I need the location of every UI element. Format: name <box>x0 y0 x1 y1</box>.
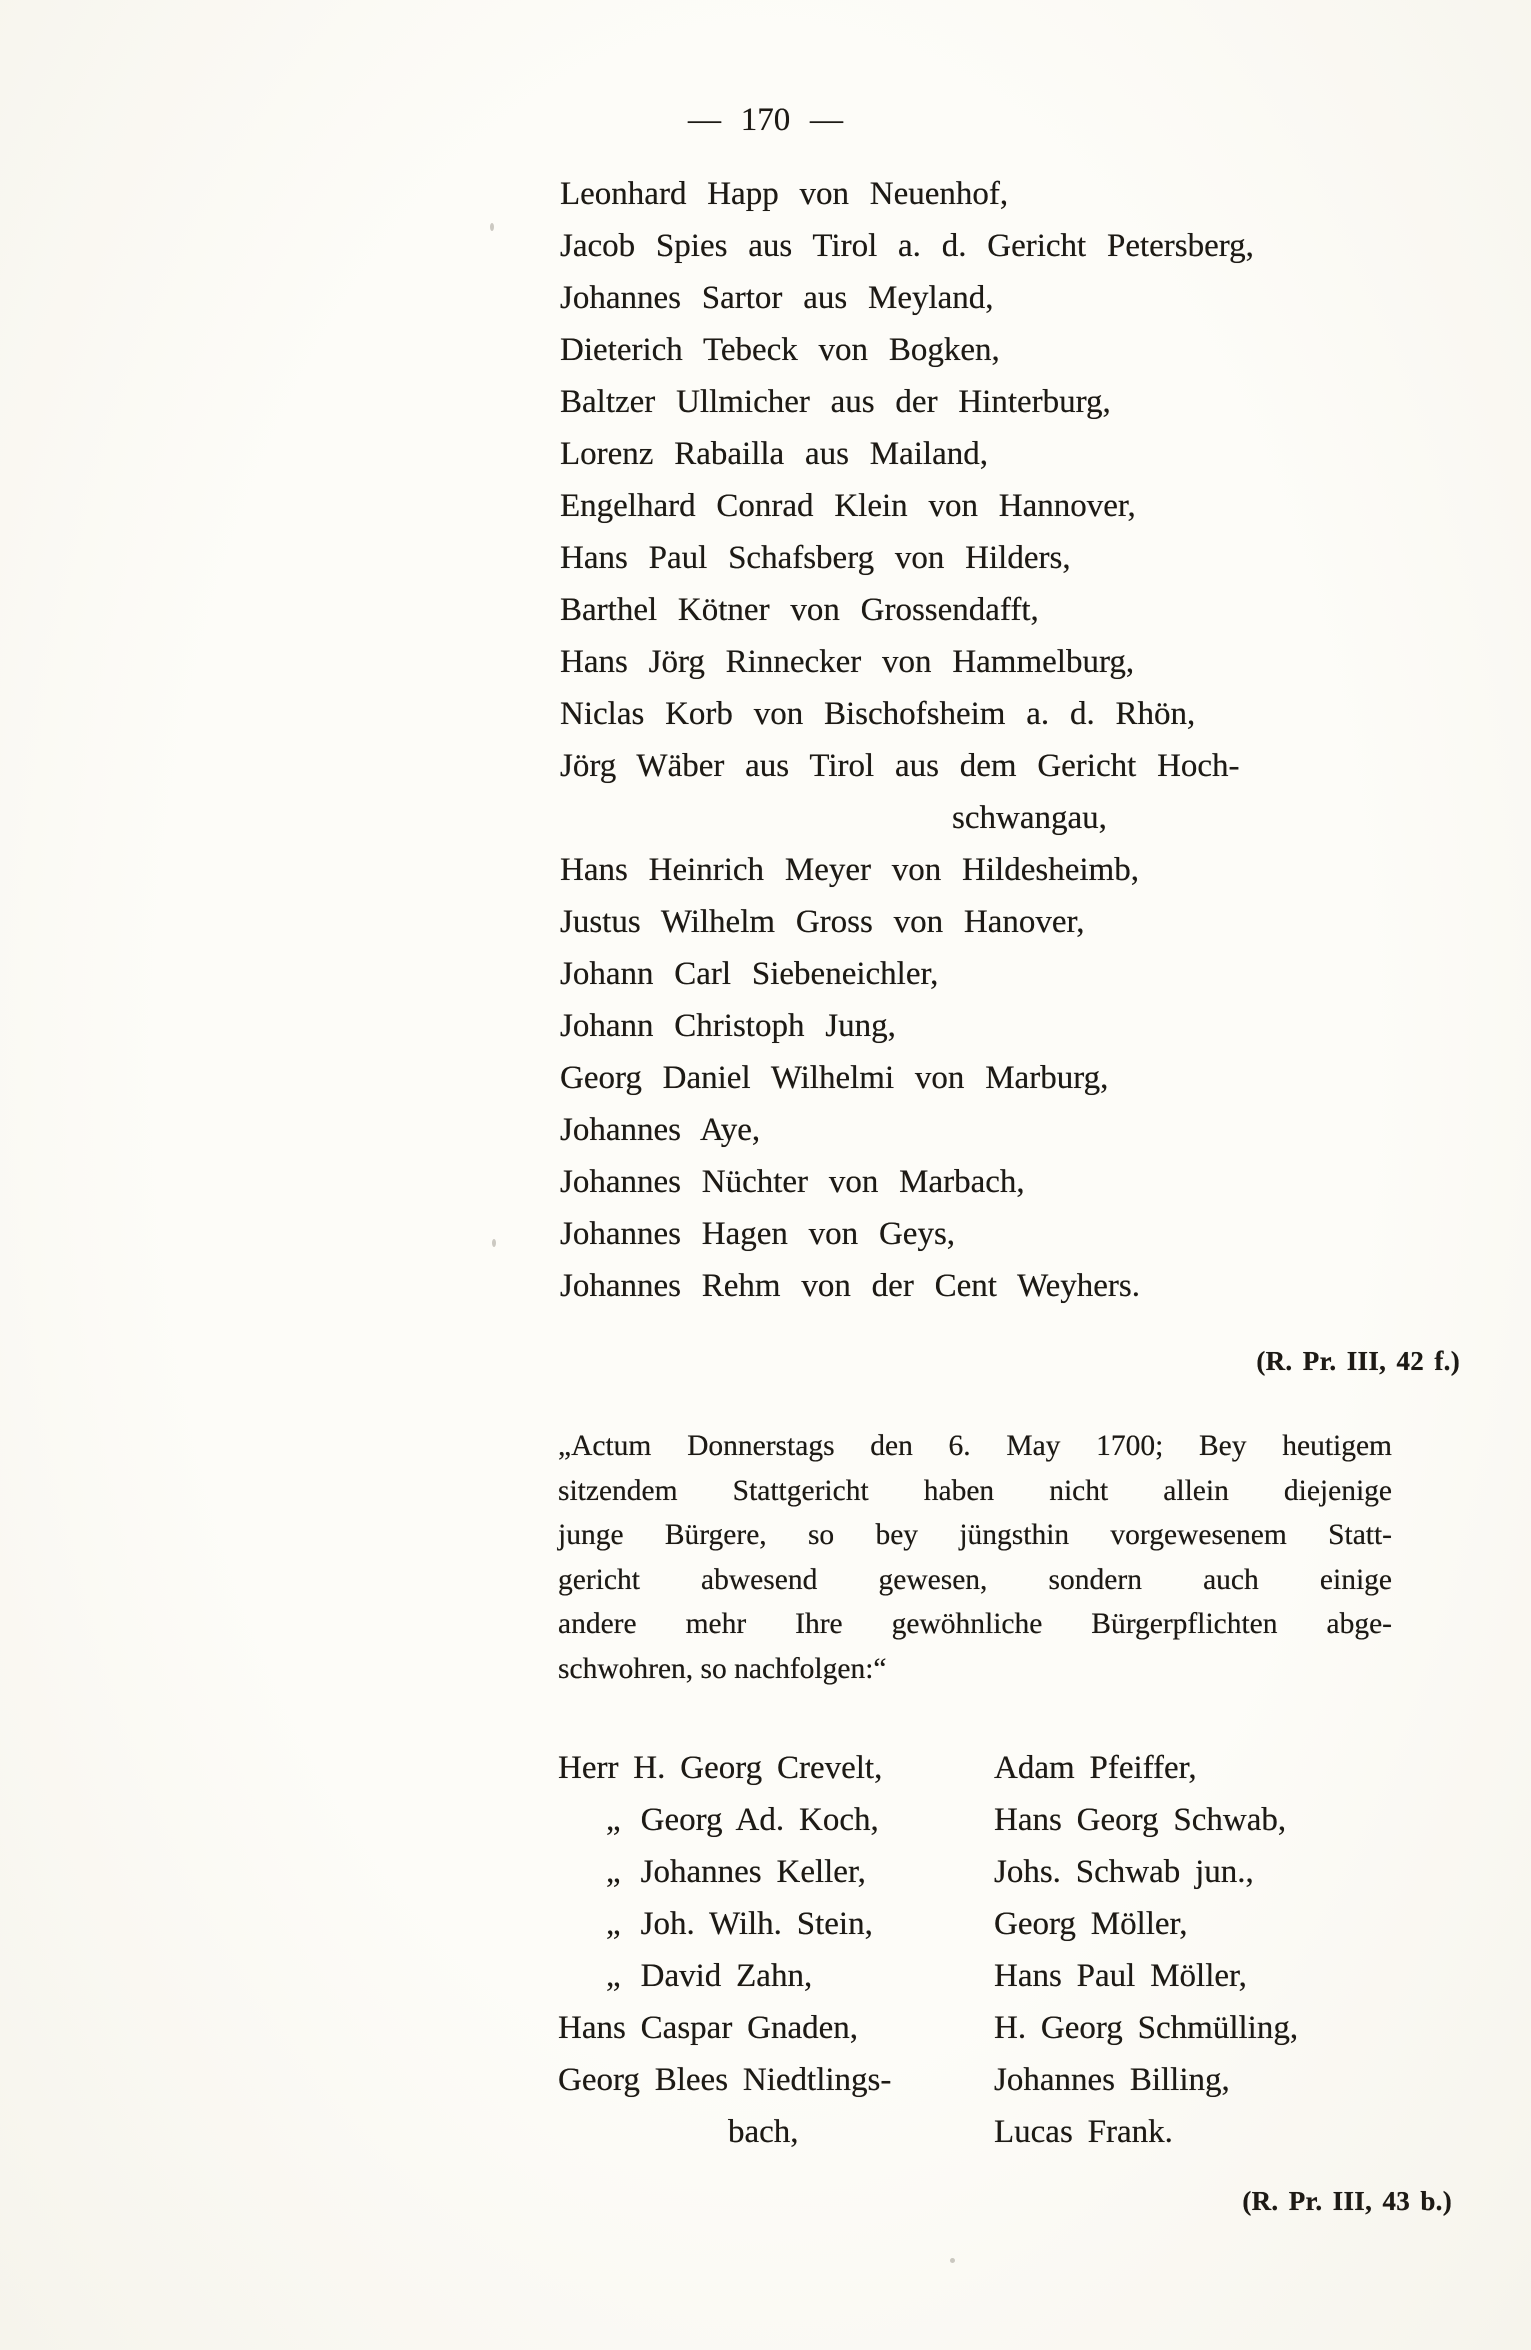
name-line: Engelhard Conrad Klein von Hannover, <box>560 488 1136 524</box>
ditto-mark: „ <box>606 1906 621 1942</box>
roll-call-name-right: Lucas Frank. <box>994 2114 1173 2150</box>
name-line: Georg Daniel Wilhelmi von Marburg, <box>560 1060 1109 1096</box>
source-citation-1: (R. Pr. III, 42 f.) <box>1256 1346 1460 1376</box>
name-line: Barthel Kötner von Grossendafft, <box>560 592 1039 628</box>
quote-paragraph <box>558 1424 1392 1691</box>
roll-call-name-right: Georg Möller, <box>994 1906 1188 1942</box>
roll-call-name-text: Georg Ad. Koch, <box>640 1802 879 1838</box>
paragraph-line: junge Bürgere, so bey jüngsthin vorgewesenem Statt- <box>558 1519 1392 1551</box>
roll-call-name-left: Hans Caspar Gnaden, <box>558 2010 859 2046</box>
roll-call-row <box>558 1846 1298 1898</box>
name-line: Johannes Hagen von Geys, <box>560 1216 956 1252</box>
roll-call-name-left: Georg Blees Niedtlings- <box>558 2062 892 2098</box>
roll-call-row <box>558 1950 1298 2002</box>
roll-call-name-left <box>558 1950 994 2002</box>
name-line: Johann Christoph Jung, <box>560 1008 896 1044</box>
source-citation-2: (R. Pr. III, 43 b.) <box>1242 2186 1452 2216</box>
roll-call-name-left <box>558 1846 994 1898</box>
roll-call-name-right: Hans Paul Möller, <box>994 1958 1247 1994</box>
ditto-mark: „ <box>606 1958 621 1994</box>
roll-call-name-left <box>558 1898 994 1950</box>
paragraph-line: schwohren, so nachfolgen:“ <box>558 1652 887 1685</box>
roll-call-name-right: H. Georg Schmülling, <box>994 2010 1299 2046</box>
roll-call-name-right: Adam Pfeiffer, <box>994 1750 1197 1786</box>
roll-call-name-left <box>558 1794 994 1846</box>
roll-call-row <box>558 1742 1298 1794</box>
name-line: Dieterich Tebeck von Bogken, <box>560 332 1000 368</box>
page-number: — 170 — <box>687 102 844 138</box>
roll-call-row <box>558 2054 1298 2106</box>
roll-call-row <box>558 1794 1298 1846</box>
name-line: Johannes Sartor aus Meyland, <box>560 280 994 316</box>
ditto-mark: „ <box>606 1854 621 1890</box>
roll-call-row <box>558 1898 1298 1950</box>
name-line-continuation: schwangau, <box>952 800 1107 836</box>
name-line: Hans Paul Schafsberg von Hilders, <box>560 540 1071 576</box>
roll-call-row <box>558 2106 1298 2158</box>
roll-call-name-left: Herr H. Georg Crevelt, <box>558 1750 883 1786</box>
paragraph-line: andere mehr Ihre gewöhnliche Bürgerpflichten abge- <box>558 1608 1392 1640</box>
name-line: Johannes Nüchter von Marbach, <box>560 1164 1025 1200</box>
paragraph-line: gericht abwesend gewesen, sondern auch einige <box>558 1563 1392 1596</box>
name-line: Jacob Spies aus Tirol a. d. Gericht Petersberg, <box>560 228 1254 264</box>
roll-call-name-text: Joh. Wilh. Stein, <box>640 1906 873 1942</box>
scan-speck <box>490 223 494 231</box>
roll-call-row <box>558 2002 1298 2054</box>
name-line: Justus Wilhelm Gross von Hanover, <box>560 904 1085 940</box>
roll-call-name-right: Johannes Billing, <box>994 2062 1230 2098</box>
paragraph-line: sitzendem Stattgericht haben nicht allein diejenige <box>558 1474 1392 1507</box>
ditto-mark: „ <box>606 1802 621 1838</box>
scan-speck <box>950 2258 955 2263</box>
roll-call-two-column-list <box>558 1742 1298 2158</box>
name-line: Baltzer Ullmicher aus der Hinterburg, <box>560 384 1111 420</box>
name-line: Niclas Korb von Bischofsheim a. d. Rhön, <box>560 696 1196 732</box>
roll-call-name-text: David Zahn, <box>640 1958 813 1994</box>
name-line: Hans Jörg Rinnecker von Hammelburg, <box>560 644 1135 680</box>
name-line: Hans Heinrich Meyer von Hildesheimb, <box>560 852 1139 888</box>
name-line: Johannes Aye, <box>560 1112 761 1148</box>
scan-speck <box>492 1239 496 1247</box>
roll-call-name-left-continuation: bach, <box>728 2114 799 2150</box>
paragraph-line: „Actum Donnerstags den 6. May 1700; Bey heutigem <box>558 1430 1392 1462</box>
roll-call-name-right: Johs. Schwab jun., <box>994 1854 1254 1890</box>
name-line: Johann Carl Siebeneichler, <box>560 956 939 992</box>
name-line: Leonhard Happ von Neuenhof, <box>560 176 1009 212</box>
name-line: Johannes Rehm von der Cent Weyhers. <box>560 1268 1141 1304</box>
roll-call-name-right: Hans Georg Schwab, <box>994 1802 1287 1838</box>
name-line: Lorenz Rabailla aus Mailand, <box>560 436 988 472</box>
roll-call-name-text: Johannes Keller, <box>640 1854 866 1890</box>
name-line: Jörg Wäber aus Tirol aus dem Gericht Hoch- <box>560 748 1240 784</box>
citizen-name-list <box>560 168 1254 1312</box>
